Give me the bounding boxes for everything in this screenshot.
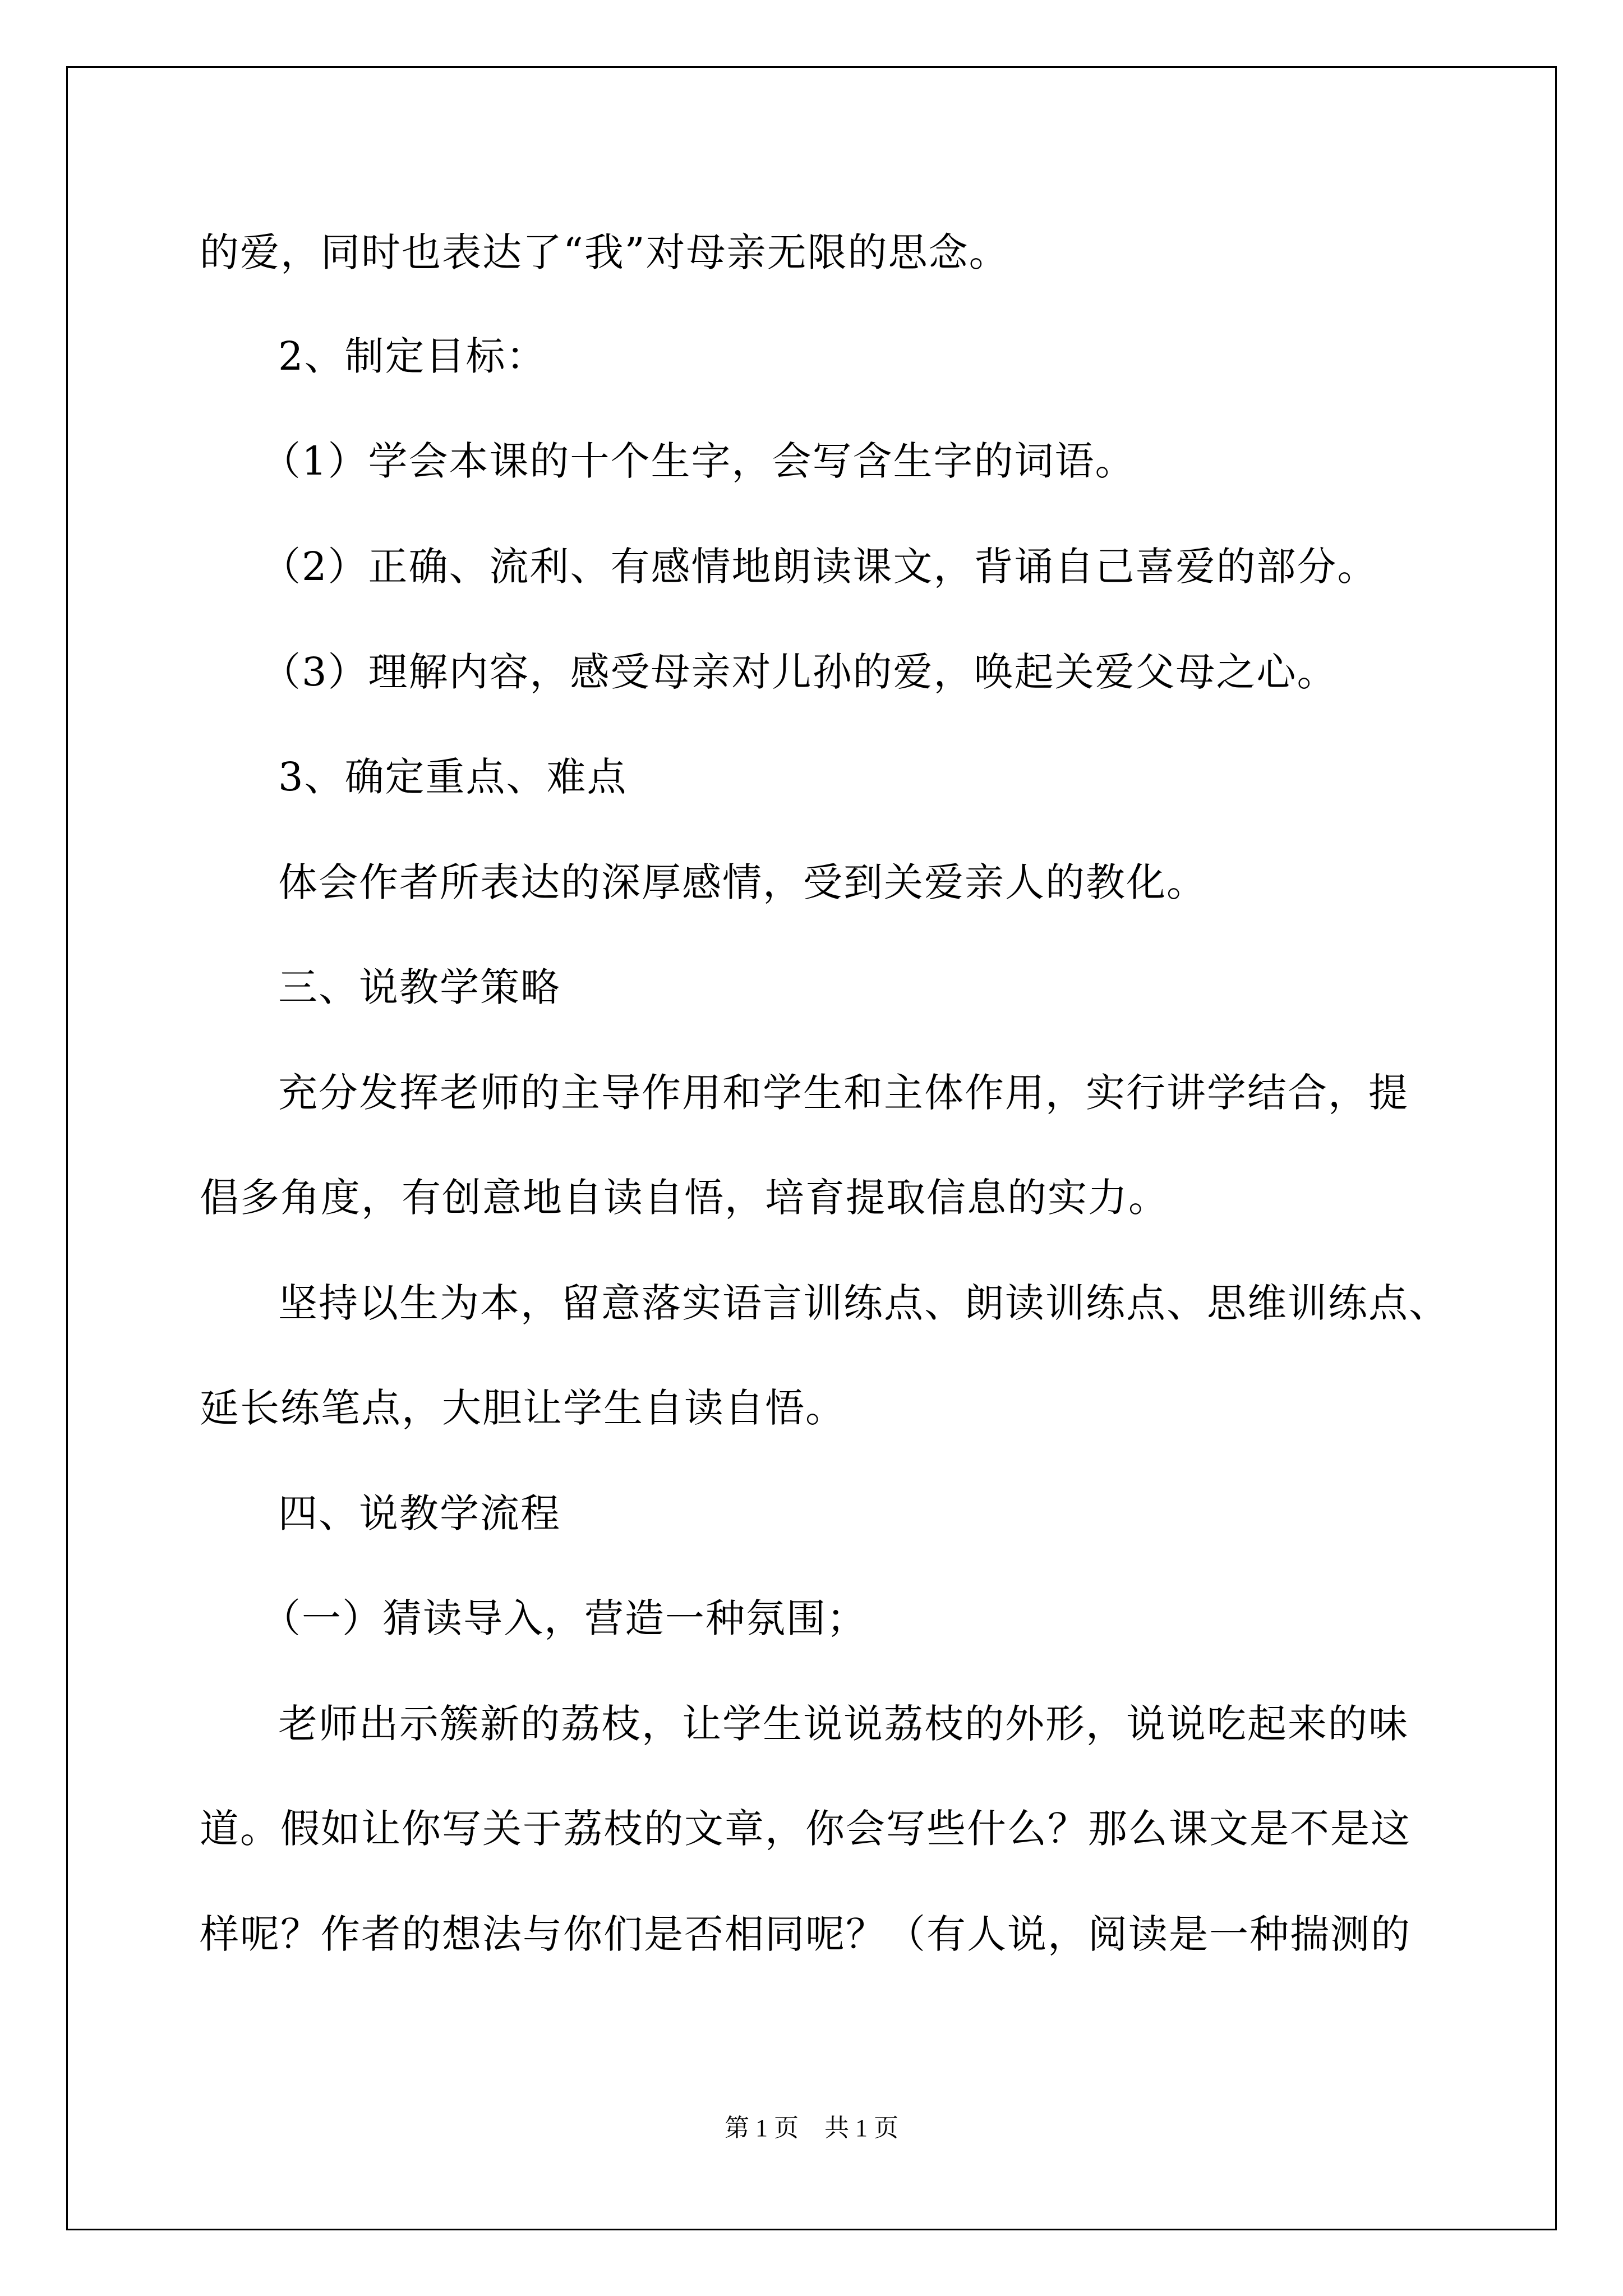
strategy-line-3: 坚持以生为本，留意落实语言训练点、朗读训练点、思维训练点、 [278,1280,1449,1326]
heading-section-4: 四、说教学流程 [278,1490,561,1536]
heading-2-objectives: 2、制定目标： [278,333,547,379]
page-border [66,66,1557,2230]
heading-section-3: 三、说教学策略 [278,964,561,1010]
step-1-line-3: 样呢？作者的想法与你们是否相同呢？（有人说，阅读是一种揣测的 [200,1911,1411,1957]
strategy-line-4: 延长练笔点，大胆让学生自读自悟。 [200,1385,846,1431]
page-number: 第 1 页 [725,2114,799,2142]
key-points-text: 体会作者所表达的深厚感情，受到关爱亲人的教化。 [278,859,1207,905]
objective-2: （2）正确、流利、有感情地朗读课文，背诵自己喜爱的部分。 [261,544,1378,590]
step-1-line-2: 道。假如让你写关于荔枝的文章，你会写些什么？那么课文是不是这 [200,1806,1411,1852]
page-footer [0,2114,1623,2143]
objective-1: （1）学会本课的十个生字，会写含生字的词语。 [261,438,1136,484]
strategy-line-2: 倡多角度，有创意地自读自悟，培育提取信息的实力。 [200,1175,1169,1221]
objective-3: （3）理解内容，感受母亲对儿孙的爱，唤起关爱父母之心。 [261,649,1338,695]
step-1-line-1: 老师出示簇新的荔枝，让学生说说荔枝的外形，说说吃起来的味 [278,1701,1409,1747]
paragraph-line-1: 的爱，同时也表达了“我”对母亲无限的思念。 [200,229,1009,275]
strategy-line-1: 充分发挥老师的主导作用和学生和主体作用，实行讲学结合，提 [278,1070,1409,1116]
page-total: 共 1 页 [824,2114,898,2142]
subheading-step-1: （一）猜读导入，营造一种氛围； [261,1595,867,1641]
heading-3-key-points: 3、确定重点、难点 [278,754,628,800]
